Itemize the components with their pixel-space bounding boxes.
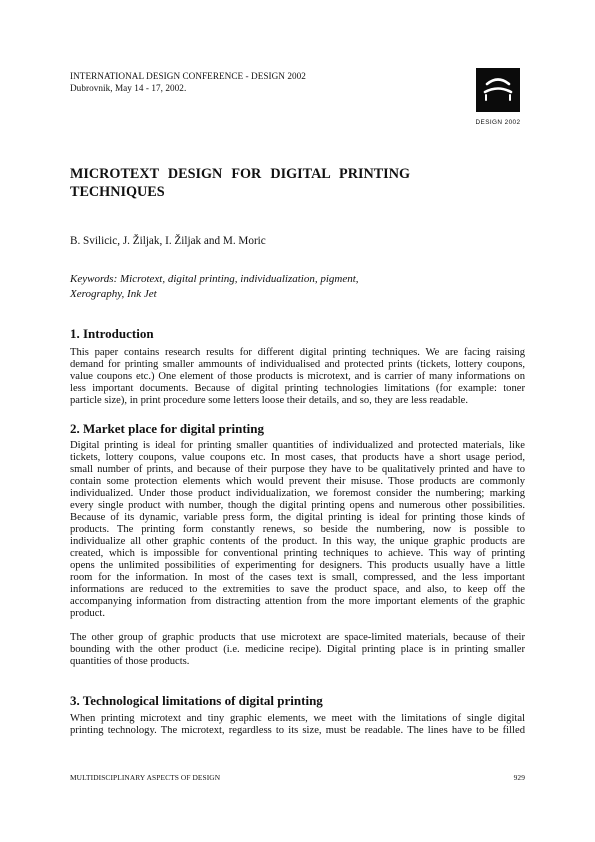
authors: B. Svilicic, J. Žiljak, I. Žiljak and M. Moric xyxy=(70,235,266,247)
text-line: created, which is impossible for conventional printing techniques to achieve. This way of printing xyxy=(70,548,525,559)
text-line: products. The printing form constantly renews, so beside the numbering, now is possible to xyxy=(70,524,525,535)
footer-running-title: MULTIDISCIPLINARY ASPECTS OF DESIGN xyxy=(70,773,221,782)
text-line: Because of its dynamic, variable press form, the digital printing is ideal for printing those kinds of xyxy=(70,512,525,523)
text-line: less important documents. Because of digital printing technologies limitations (for example: toner xyxy=(70,383,525,394)
title-line: MICROTEXT DESIGN FOR DIGITAL PRINTING xyxy=(70,166,410,182)
text-line: every single product with number, though the digital printing opens and numerous other possibilities. xyxy=(70,500,525,511)
text-line: tickets, lottery coupons, value coupons etc. In most cases, that products have a short usage period, xyxy=(70,452,525,463)
paragraph-microtext-products xyxy=(70,632,525,668)
conference-name: INTERNATIONAL DESIGN CONFERENCE - DESIGN 2002 xyxy=(70,71,306,81)
text-line: informations are reduced to the extremities to save the product space, and also, to keep off the xyxy=(70,584,525,595)
text-line: accompanying information from distracting attention from the more important elements of the graphic xyxy=(70,596,525,607)
keywords-line: Keywords: Microtext, digital printing, individualization, pigment, xyxy=(70,273,359,285)
section-heading-market-place: 2. Market place for digital printing xyxy=(70,421,265,436)
keywords xyxy=(70,272,359,302)
paragraph-limitations xyxy=(70,713,525,737)
text-line: demand for printing smaller ammounts of individualised and protected prints (tickets, lottery coupons, xyxy=(70,359,525,370)
text-line: particle size), in print procedure some letters loose their details, and so, they are less readable. xyxy=(70,395,469,406)
text-line: small number of prints, and because of their purpose they have to be qualitatively printed and have to xyxy=(70,464,525,475)
text-line: bounding with the other product (i.e. medicine recipe). Digital printing place is in printing smaller xyxy=(70,644,525,655)
logo-caption: DESIGN 2002 xyxy=(475,119,521,126)
text-line: Digital printing is ideal for printing smaller quantities of individualized and protected materials, like xyxy=(70,440,525,451)
section-heading-limitations: 3. Technological limitations of digital printing xyxy=(70,693,323,708)
title-line: TECHNIQUES xyxy=(70,184,165,200)
text-line: value coupons etc.) One element of those products is microtext, and is carrier of many informations on xyxy=(70,371,525,382)
logo-arches-icon xyxy=(476,68,520,112)
keywords-line: Xerography, Ink Jet xyxy=(70,288,157,300)
paragraph-market-place xyxy=(70,440,525,620)
text-line: product. xyxy=(70,608,106,619)
paragraph-introduction xyxy=(70,347,525,407)
text-line: individualized. Under those product individualization, we foremost consider the numbering; marking xyxy=(70,488,525,499)
text-line: opens the unlimited possibilities of experimenting for designers. This products usually have a little xyxy=(70,560,525,571)
text-line: room for the information. In most of the cases text is small, compressed, and the less important xyxy=(70,572,525,583)
text-line: printing technology. The microtext, regardless to its size, must be readable. The lines have to be filled xyxy=(70,725,525,736)
text-line: When printing microtext and tiny graphic elements, we meet with the limitations of single digital xyxy=(70,713,525,724)
conference-location-date: Dubrovnik, May 14 - 17, 2002. xyxy=(70,83,187,93)
design-logo-icon xyxy=(476,68,520,112)
section-heading-introduction: 1. Introduction xyxy=(70,326,154,341)
text-line: individualize all other graphic contents of the product. In this way, the unique graphic products are xyxy=(70,536,525,547)
text-line: quantities of those products. xyxy=(70,656,190,667)
page-number: 929 xyxy=(513,773,525,782)
text-line: The other group of graphic products that use microtext are space-limited materials, because of their xyxy=(70,632,525,643)
paper-title xyxy=(70,165,410,201)
text-line: contain some protection elements which would prevent their misuse. Those products are commonly xyxy=(70,476,525,487)
text-line: This paper contains research results for different digital printing techniques. We are facing raising xyxy=(70,347,525,358)
